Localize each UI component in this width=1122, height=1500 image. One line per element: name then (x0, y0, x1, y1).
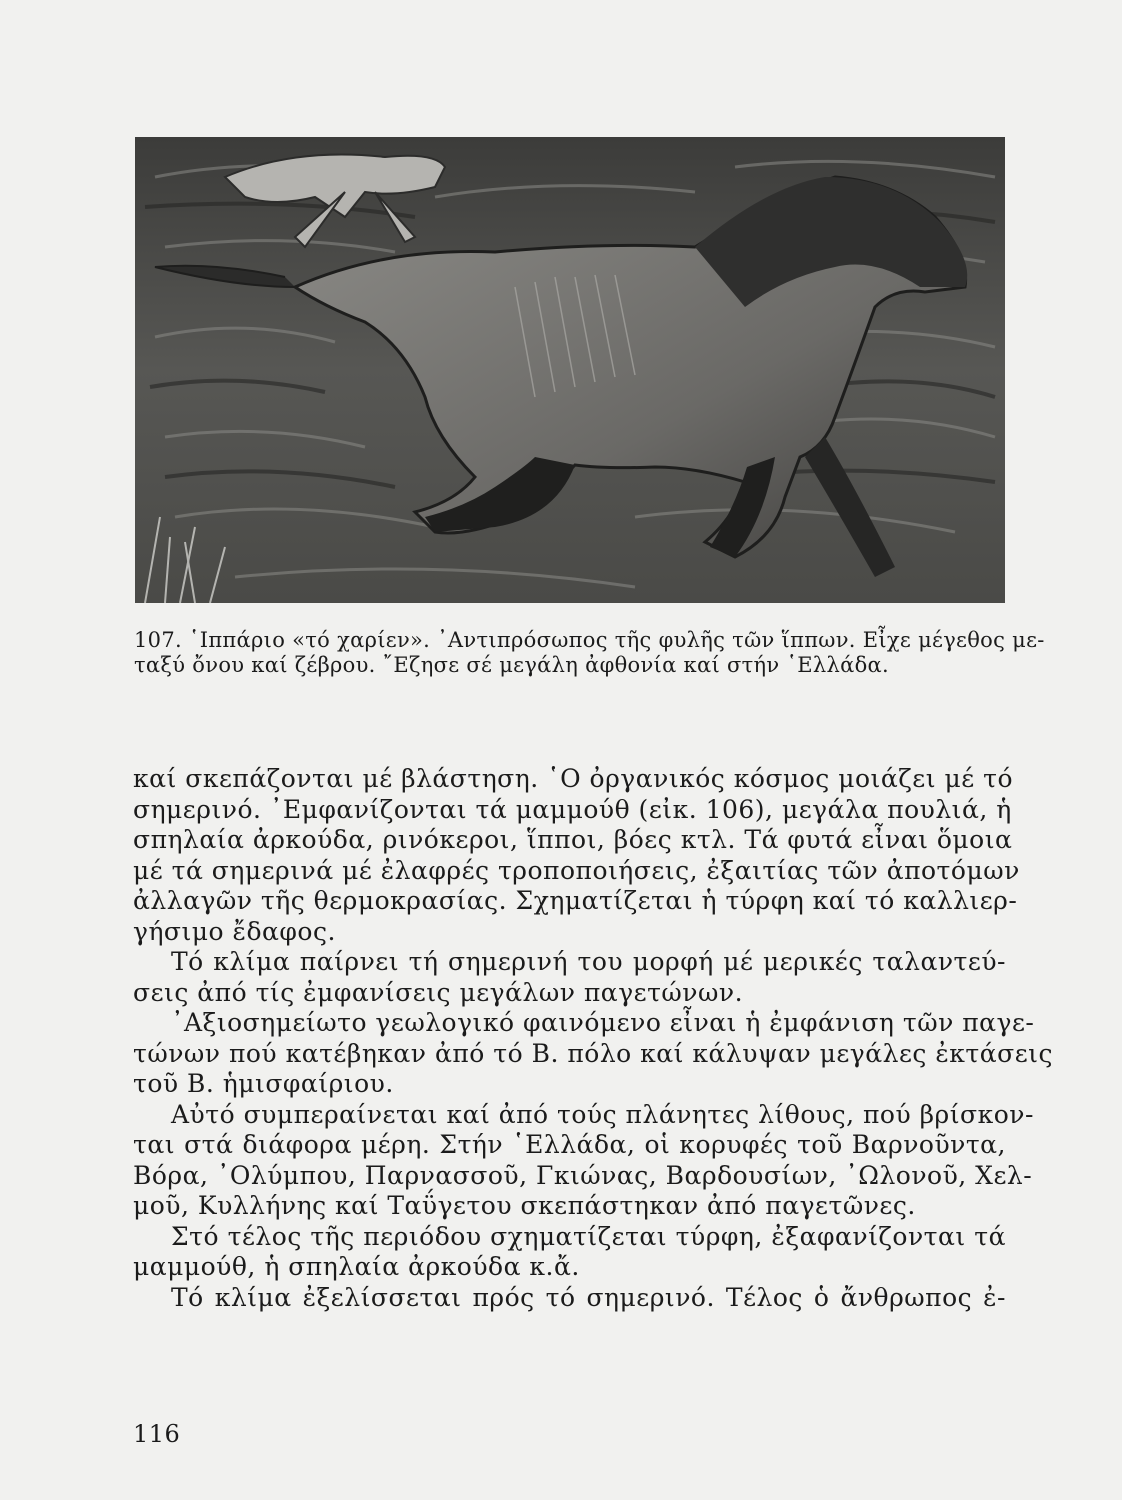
text-line: γήσιμο ἔδαφος. (133, 916, 336, 946)
page-number: 116 (133, 1420, 181, 1448)
text-line: τοῦ Β. ἡμισφαίριου. (133, 1069, 394, 1098)
caption-line: ταξύ ὄνου καί ζέβρου. ῎Εζησε σέ μεγάλη ἀφθονία καί στήν ῾Ελλάδα. (134, 653, 889, 677)
text-line: Βόρα, ᾽Ολύμπου, Παρνασσοῦ, Γκιώνας, Βαρδουσίων, ᾽Ωλονοῦ, Χελ- (133, 1160, 1033, 1190)
text-line: ται στά διάφορα μέρη. Στήν ῾Ελλάδα, οἱ κορυφές τοῦ Βαρνοῦντα, (133, 1130, 1006, 1159)
figure-caption (134, 628, 1045, 678)
caption-line: 107. ῾Ιππάριο «τό χαρίεν». ᾽Αντιπρόσωπος τῆς φυλῆς τῶν ἵππων. Εἶχε μέγεθος με- (134, 628, 1045, 652)
text-line: ἀλλαγῶν τῆς θερμοκρασίας. Σχηματίζεται ἡ τύρφη καί τό καλλιερ- (133, 886, 1018, 915)
text-line: σεις ἀπό τίς ἐμφανίσεις μεγάλων παγετώνων. (133, 977, 744, 1007)
text-line: Αὐτό συμπεραίνεται καί ἀπό τούς πλάνητες λίθους, πού βρίσκον- (171, 1099, 1034, 1129)
text-line: σημερινό. ᾽Εμφανίζονται τά μαμμούθ (εἰκ. 106), μεγάλα πουλιά, ἡ (133, 794, 1012, 824)
text-line: καί σκεπάζονται μέ βλάστηση. ῾Ο ὀργανικός κόσμος μοιάζει μέ τό (133, 764, 1013, 793)
text-line: μοῦ, Κυλλήνης καί Ταΰγετου σκεπάστηκαν ἀπό παγετῶνες. (133, 1191, 916, 1220)
text-line: μαμμούθ, ἡ σπηλαία ἀρκούδα κ.ἄ. (133, 1252, 580, 1281)
text-line: Τό κλίμα ἐξελίσσεται πρός τό σημερινό. Τέλος ὁ ἄνθρωπος ἐ- (171, 1282, 1006, 1312)
body-text (133, 764, 1053, 1313)
text-line: σπηλαία ἀρκούδα, ρινόκεροι, ἵπποι, βόες κτλ. Τά φυτά εἶναι ὅμοια (133, 825, 1013, 854)
text-line: Τό κλίμα παίρνει τή σημερινή του μορφή μέ μερικές ταλαντεύ- (171, 947, 1006, 976)
hipparion-illustration (135, 137, 1005, 603)
text-line: τώνων πού κατέβηκαν ἀπό τό Β. πόλο καί κάλυψαν μεγάλες ἐκτάσεις (133, 1038, 1053, 1068)
text-line: ᾽Αξιοσημείωτο γεωλογικό φαινόμενο εἶναι ἡ ἐμφάνιση τῶν παγε- (171, 1008, 1035, 1037)
text-line: μέ τά σημερινά μέ ἐλαφρές τροποποιήσεις, ἐξαιτίας τῶν ἀποτόμων (133, 855, 1020, 885)
text-line: Στό τέλος τῆς περιόδου σχηματίζεται τύρφη, ἐξαφανίζονται τά (171, 1221, 1006, 1251)
hipparion-drawing (135, 137, 1005, 603)
